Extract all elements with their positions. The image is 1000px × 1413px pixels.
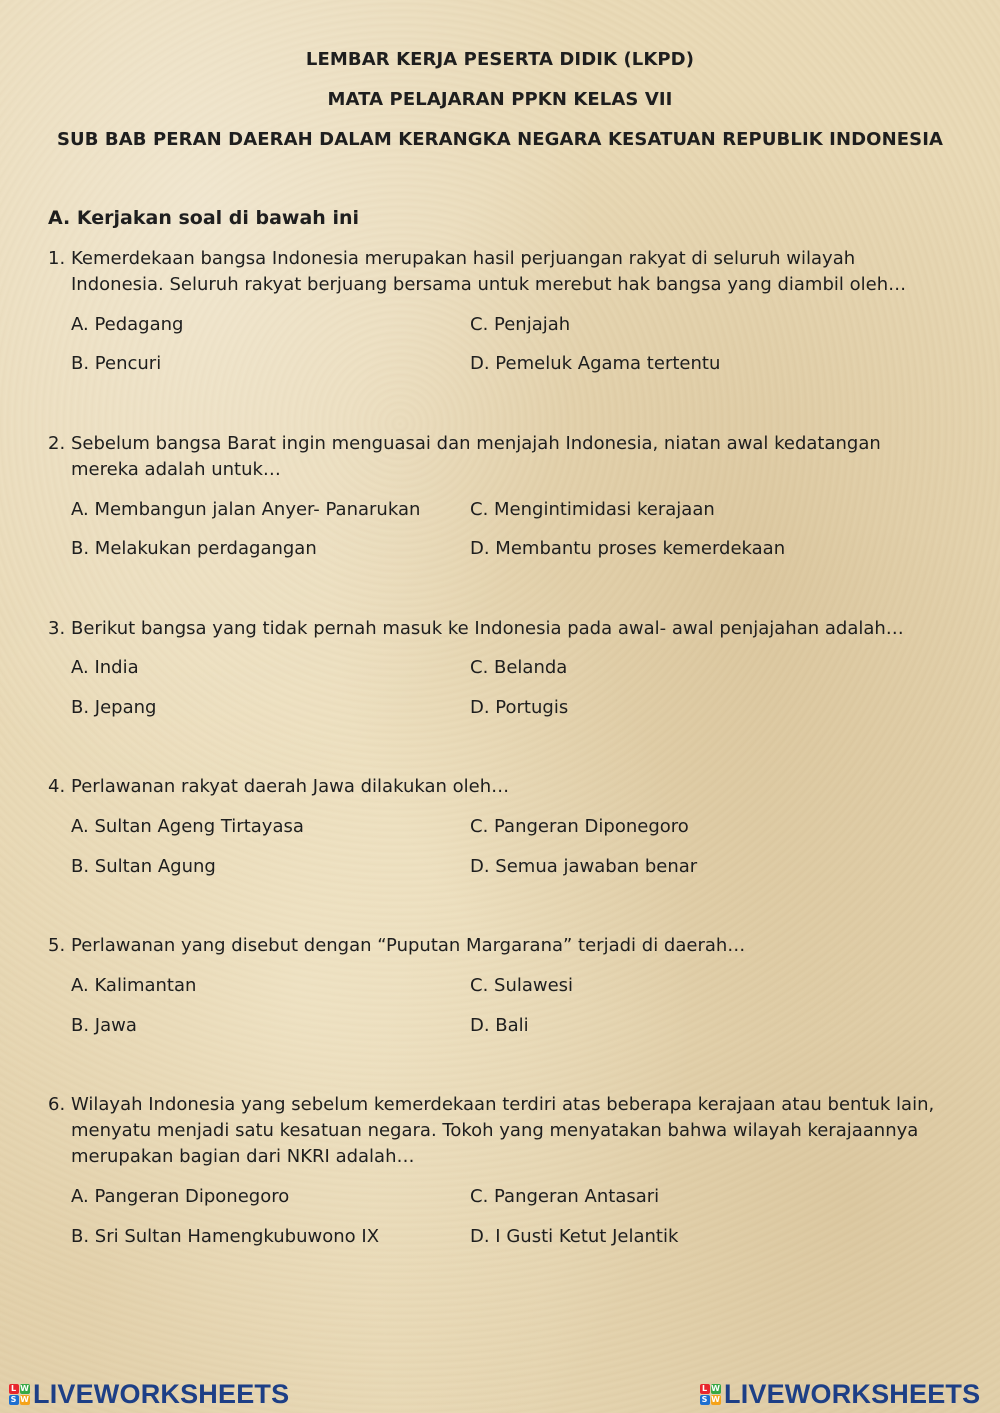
q5-option-c[interactable]: C. Sulawesi bbox=[470, 975, 574, 996]
q5-option-a[interactable]: A. Kalimantan bbox=[71, 975, 197, 996]
question-number: 5. bbox=[48, 935, 66, 956]
section-title: A. Kerjakan soal di bawah ini bbox=[48, 207, 359, 229]
q4-option-b[interactable]: B. Sultan Agung bbox=[71, 856, 216, 877]
question-number: 6. bbox=[48, 1094, 66, 1115]
question-text: Perlawanan yang disebut dengan “Puputan Margarana” terjadi di daerah… bbox=[71, 935, 746, 956]
question-6 bbox=[48, 1092, 948, 1170]
q2-option-b[interactable]: B. Melakukan perdagangan bbox=[71, 538, 317, 559]
question-text: Berikut bangsa yang tidak pernah masuk ke Indonesia pada awal- awal penjajahan adalah… bbox=[71, 618, 904, 639]
q5-option-b[interactable]: B. Jawa bbox=[71, 1015, 137, 1036]
q3-option-a[interactable]: A. India bbox=[71, 657, 139, 678]
question-3 bbox=[48, 616, 948, 642]
question-5 bbox=[48, 933, 948, 959]
q3-option-b[interactable]: B. Jepang bbox=[71, 697, 157, 718]
q6-option-a[interactable]: A. Pangeran Diponegoro bbox=[71, 1186, 290, 1207]
subject-title: MATA PELAJARAN PPKN KELAS VII bbox=[327, 89, 673, 110]
question-text: Sebelum bangsa Barat ingin menguasai dan menjajah Indonesia, niatan awal kedatangan mereka adalah untuk… bbox=[71, 433, 881, 480]
question-2 bbox=[48, 431, 948, 483]
question-text: Kemerdekaan bangsa Indonesia merupakan hasil perjuangan rakyat di seluruh wilayah Indonesia. Seluruh rakyat berjuang bersama untuk merebut hak bangsa yang diambil oleh… bbox=[71, 248, 907, 295]
q2-option-d[interactable]: D. Membantu proses kemerdekaan bbox=[470, 538, 786, 559]
question-text: Perlawanan rakyat daerah Jawa dilakukan oleh… bbox=[71, 776, 510, 797]
q2-option-c[interactable]: C. Mengintimidasi kerajaan bbox=[470, 499, 715, 520]
question-number: 4. bbox=[48, 776, 66, 797]
q2-option-a[interactable]: A. Membangun jalan Anyer- Panarukan bbox=[71, 499, 421, 520]
question-number: 1. bbox=[48, 248, 66, 269]
liveworksheets-mark-icon: L W S W bbox=[8, 1383, 30, 1405]
q6-option-b[interactable]: B. Sri Sultan Hamengkubuwono IX bbox=[71, 1226, 380, 1247]
q1-option-a[interactable]: A. Pedagang bbox=[71, 314, 184, 335]
q1-option-c[interactable]: C. Penjajah bbox=[470, 314, 571, 335]
q3-option-c[interactable]: C. Belanda bbox=[470, 657, 568, 678]
q4-option-a[interactable]: A. Sultan Ageng Tirtayasa bbox=[71, 816, 304, 837]
q6-option-d[interactable]: D. I Gusti Ketut Jelantik bbox=[470, 1226, 679, 1247]
q4-option-c[interactable]: C. Pangeran Diponegoro bbox=[470, 816, 689, 837]
liveworksheets-logo-right[interactable] bbox=[699, 1378, 980, 1410]
question-1 bbox=[48, 246, 948, 298]
q1-option-d[interactable]: D. Pemeluk Agama tertentu bbox=[470, 353, 721, 374]
q5-option-d[interactable]: D. Bali bbox=[470, 1015, 529, 1036]
liveworksheets-mark-icon: L W S W bbox=[699, 1383, 721, 1405]
question-number: 2. bbox=[48, 433, 66, 454]
liveworksheets-logo-left[interactable] bbox=[8, 1378, 289, 1410]
q1-option-b[interactable]: B. Pencuri bbox=[71, 353, 162, 374]
q6-option-c[interactable]: C. Pangeran Antasari bbox=[470, 1186, 660, 1207]
liveworksheets-wordmark: LIVEWORKSHEETS bbox=[724, 1378, 981, 1409]
sub-chapter-title: SUB BAB PERAN DAERAH DALAM KERANGKA NEGARA KESATUAN REPUBLIK INDONESIA bbox=[56, 129, 944, 150]
question-text: Wilayah Indonesia yang sebelum kemerdekaan terdiri atas beberapa kerajaan atau bentuk lain, menyatu menjadi satu kesatuan negara. Tokoh yang menyatakan bahwa wilayah kerajaannya merupakan bagian dari NKRI adalah… bbox=[71, 1094, 935, 1167]
q4-option-d[interactable]: D. Semua jawaban benar bbox=[470, 856, 698, 877]
worksheet-title: LEMBAR KERJA PESERTA DIDIK (LKPD) bbox=[305, 49, 695, 70]
liveworksheets-wordmark: LIVEWORKSHEETS bbox=[33, 1378, 290, 1409]
question-4 bbox=[48, 774, 948, 800]
question-number: 3. bbox=[48, 618, 66, 639]
q3-option-d[interactable]: D. Portugis bbox=[470, 697, 569, 718]
